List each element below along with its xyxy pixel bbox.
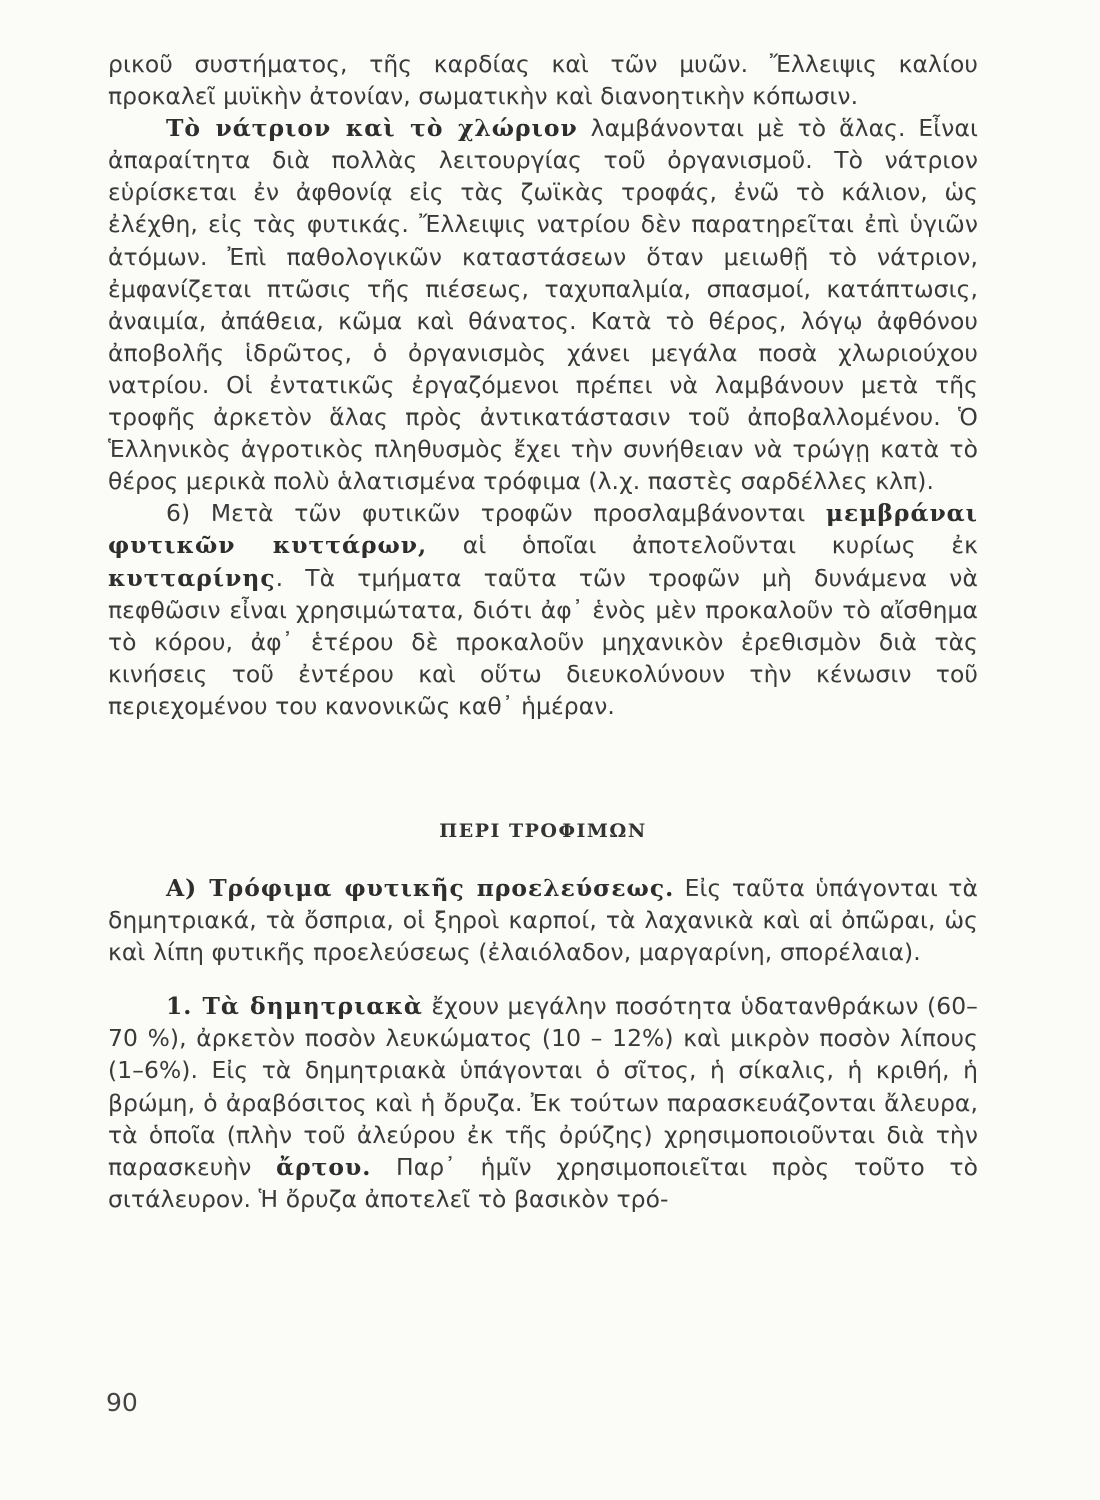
section-heading: ΠΕΡΙ ΤΡΟΦΙΜΩΝ xyxy=(439,819,647,842)
bold-term-sodium-chloride: Τὸ νάτριον καὶ τὸ χλώριον xyxy=(166,114,578,143)
plant-foods-text: Εἰς ταῦτα ὑπάγονται τὰ δημητριακά, τὰ ὄσπρια, οἱ ξηροὶ καρποί, τὰ λαχανικὰ καὶ αἱ ὀπῶραι, ὡς καὶ λίπη φυτικῆς προελεύσεως (ἐλαιόλαδον, μαργαρίνη, σπορέλαια). xyxy=(108,873,978,967)
cereals-text-a: ἔχουν μεγάλην ποσότητα ὑδατανθράκων (60–70 %), ἀρκετὸν ποσὸν λευκώματος (10 – 12%) καὶ μικρὸν ποσὸν λίπους (1–6%). Εἰς τὰ δημητριακὰ ὑπάγονται ὁ σῖτος, ἡ σίκαλις, ἡ κριθή, ἡ βρώμη, ὁ ἀραβόσιτος καὶ ἡ ὄρυζα. Ἐκ τούτων παρασκευάζονται ἄλευρα, τὰ ὁποῖα (πλὴν τοῦ ἀλεύρου ἐκ τῆς ὀρύζης) χρησιμοποιοῦνται διὰ τὴν παρασκευὴν xyxy=(108,992,978,1181)
paragraph-sodium-text: λαμβάνονται μὲ τὸ ἅλας. Εἶναι ἀπαραίτητα διὰ πολλὰς λειτουργίας τοῦ ὀργανισμοῦ. Τὸ νάτριον εὑρίσκεται ἐν ἀφθονίᾳ εἰς τὰς ζωϊκὰς τροφάς, ἐνῶ τὸ κάλιον, ὡς ἐλέχθη, εἰς τὰς φυτικάς. Ἔλλειψις νατρίου δὲν παρατηρεῖται ἐπὶ ὑγιῶν ἀτόμων. Ἐπὶ παθολογικῶν καταστάσεων ὅταν μειωθῇ τὸ νάτριον, ἐμφανίζεται πτῶσις τῆς πιέσεως, ταχυπαλμία, σπασμοί, κατάπτωσις, ἀναιμία, ἀπάθεια, κῶμα καὶ θάνατος. Κατὰ τὸ θέρος, λόγῳ ἀφθόνου ἀποβολῆς ἱδρῶτος, ὁ ὀργανισμὸς χάνει μεγάλα ποσὰ χλωριούχου νατρίου. Οἱ ἐντατικῶς ἐργαζόμενοι πρέπει νὰ λαμβάνουν μετὰ τῆς τροφῆς ἀρκετὸν ἅλας πρὸς ἀντικατάστασιν τοῦ ἀποβαλλομένου. Ὁ Ἑλληνικὸς ἀγροτικὸς πληθυσμὸς ἔχει τὴν συνήθειαν νὰ τρώγῃ κατὰ τὸ θέρος μερικὰ πολὺ ἁλατισμένα τρόφιμα (λ.χ. παστὲς σαρδέλλες κλπ). xyxy=(108,114,978,496)
cellulose-text-b: αἱ ὁποῖαι ἀποτελοῦνται κυρίως ἐκ xyxy=(427,531,978,560)
paragraph-cereals xyxy=(108,990,978,1215)
page-body xyxy=(108,48,978,1215)
cellulose-text-a: 6) Μετὰ τῶν φυτικῶν τροφῶν προσλαμβάνονται xyxy=(166,499,826,528)
paragraph-sodium-chloride xyxy=(108,112,978,497)
paragraph-plant-foods xyxy=(108,872,978,968)
cellulose-text-c: . Τὰ τμήματα ταῦτα τῶν τροφῶν μὴ δυνάμενα νὰ πεφθῶσιν εἶναι χρησιμώτατα, διότι ἀφ᾽ ἑνὸς μὲν προκαλοῦν τὸ αἴσθημα τὸ κόρου, ἀφ᾽ ἑτέρου δὲ προκαλοῦν μηχανικὸν ἐρεθισμὸν διὰ τὰς κινήσεις τοῦ ἐντέρου καὶ οὕτω διευκολύνουν τὴν κένωσιν τοῦ περιεχομένου του κανονικῶς καθ᾽ ἡμέραν. xyxy=(108,563,978,720)
bold-term-cereals: 1. Τὰ δημητριακὰ xyxy=(166,992,423,1021)
paragraph-cellulose xyxy=(108,497,978,722)
bold-term-membranes: μεμβράναι φυτικῶν κυττάρων, xyxy=(108,499,978,560)
bold-term-bread: ἄρτου. xyxy=(276,1152,372,1181)
cereals-text-b: Παρ᾽ ἡμῖν χρησιμοποιεῖται πρὸς τοῦτο τὸ σιτάλευρον. Ἡ ὄρυζα ἀποτελεῖ τὸ βασικὸν τρό- xyxy=(108,1152,979,1213)
page-number: 90 xyxy=(106,1388,138,1417)
paragraph-potassium: ρικοῦ συστήματος, τῆς καρδίας καὶ τῶν μυῶν. Ἔλλειψις καλίου προκαλεῖ μυϊκὴν ἀτονίαν, σωματικὴν καὶ διανοητικὴν κόπωσιν. xyxy=(108,50,978,111)
bold-term-cellulose: κυτταρίνης xyxy=(108,563,276,592)
bold-term-plant-foods: Α) Τρόφιμα φυτικῆς προελεύσεως. xyxy=(166,873,675,902)
